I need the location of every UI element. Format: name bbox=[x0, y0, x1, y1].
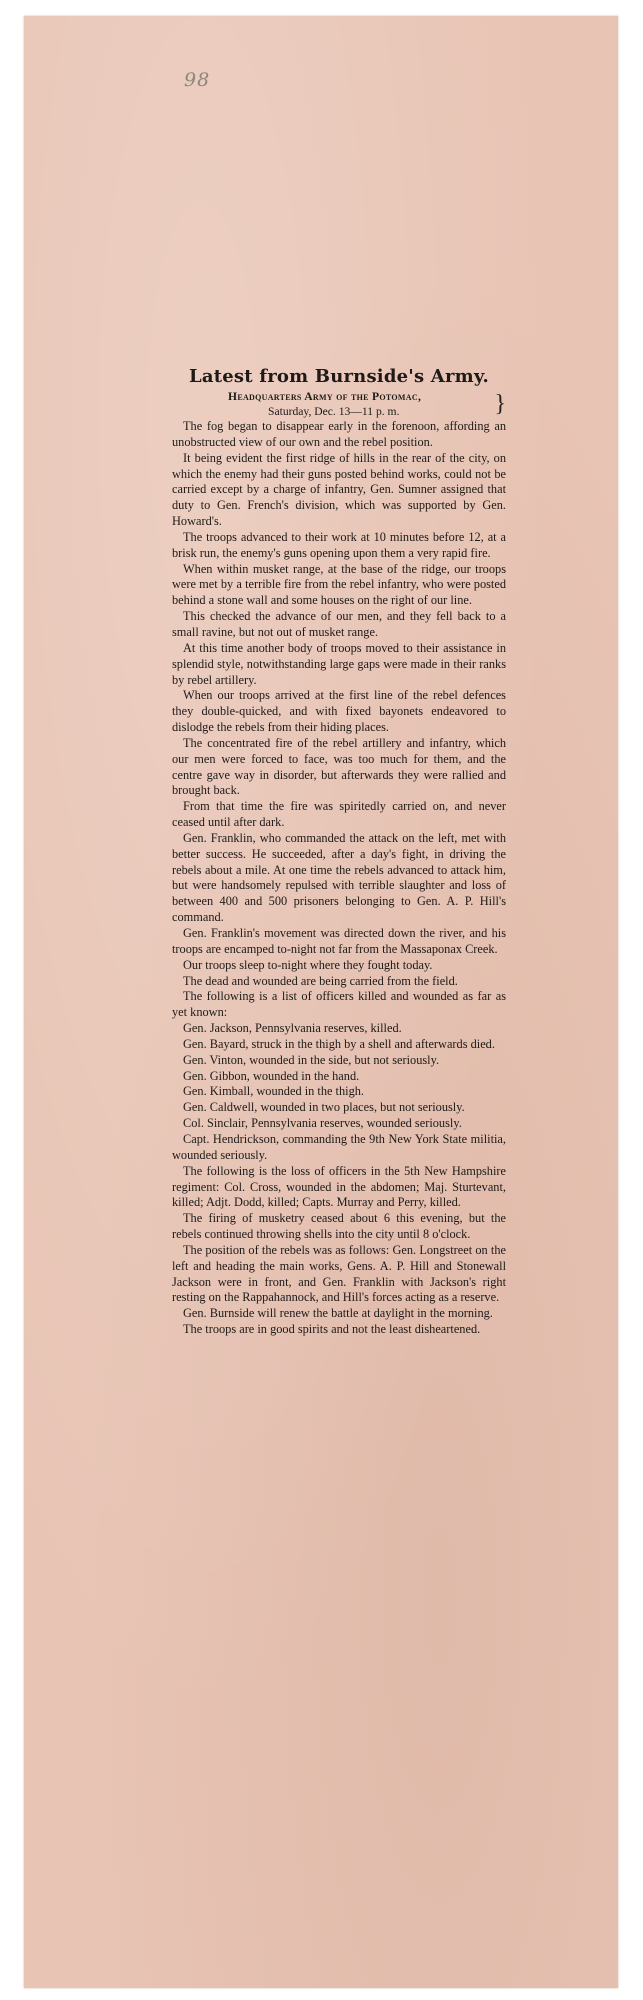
paragraph: The dead and wounded are being carried from the field. bbox=[183, 973, 458, 988]
paragraph: From that time the fire was spiritedly carried on, and never ceased until after dark. bbox=[172, 799, 506, 830]
paragraph: When our troops arrived at the first line of the rebel defences they double-quicked, and with fixed bayonets endeavored to dislodge the rebels from their hiding places. bbox=[172, 688, 506, 735]
casualty-entry: Gen. Kimball, wounded in the thigh. bbox=[183, 1084, 365, 1099]
paragraph: The fog began to disappear early in the forenoon, affording an unobstructed view of our own and the rebel position. bbox=[172, 419, 506, 449]
paragraph: When within musket range, at the base of the ridge, our troops were met by a terrible fire from the rebel infantry, who were posted behind a stone wall and some houses on the right of our line. bbox=[172, 561, 506, 608]
dateline bbox=[172, 389, 506, 419]
paragraph: The firing of musketry ceased about 6 this evening, but the rebels continued throwing shells into the city until 8 o'clock. bbox=[172, 1211, 506, 1242]
dateline-date: Saturday, Dec. 13—11 p. m. bbox=[268, 405, 400, 418]
paragraph: Gen. Franklin's movement was directed down the river, and his troops are encamped to-night not far from the Massaponax Creek. bbox=[172, 926, 506, 956]
paragraph: Gen. Franklin, who commanded the attack on the left, met with better success. He succeeded, after a day's fight, in driving the rebels about a mile. At one time the rebels advanced to attack him, but were handsomely repulsed with terrible slaughter and loss of between 400 and 500 prisoners belonging to Gen. A. P. Hill's command. bbox=[172, 830, 506, 925]
paragraph: This checked the advance of our men, and they fell back to a small ravine, but not out of musket range. bbox=[172, 609, 506, 639]
paragraph: It being evident the first ridge of hills in the rear of the city, on which the enemy had their guns posted behind works, could not be carried except by a charge of infantry, Gen. Sumner assigned that duty to Gen. French's division, which was supported by Gen. Howard's. bbox=[172, 450, 506, 529]
casualty-entry: Gen. Caldwell, wounded in two places, but not seriously. bbox=[183, 1100, 465, 1115]
casualty-entry: Gen. Bayard, struck in the thigh by a shell and afterwards died. bbox=[183, 1036, 495, 1051]
dateline-headquarters: Headquarters Army of the Potomac, bbox=[228, 390, 422, 403]
paragraph: The troops advanced to their work at 10 minutes before 12, at a brisk run, the enemy's guns opening upon them a very rapid fire. bbox=[172, 529, 506, 560]
brace-mark: } bbox=[494, 391, 506, 417]
paragraph: The concentrated fire of the rebel artillery and infantry, which our men were forced to face, was too much for them, and the centre gave way in disorder, but afterwards they were rallied and brought back. bbox=[172, 735, 506, 798]
casualty-entry: Gen. Jackson, Pennsylvania reserves, killed. bbox=[183, 1021, 402, 1036]
casualty-entry: Gen. Vinton, wounded in the side, but not seriously. bbox=[183, 1052, 440, 1067]
paragraph: The position of the rebels was as follows: Gen. Longstreet on the left and heading the main works, Gens. A. P. Hill and Stonewall Jackson were in front, and Gen. Franklin with Jackson's right resting on the Rappahannock, and Hill's forces acting as a reserve. bbox=[172, 1242, 506, 1305]
paragraph: At this time another body of troops moved to their assistance in splendid style, notwithstanding large gaps were made in their ranks by rebel artillery. bbox=[172, 640, 506, 687]
pencil-page-number: 98 bbox=[184, 69, 211, 91]
article bbox=[172, 366, 506, 1338]
paragraph: The troops are in good spirits and not the least disheartened. bbox=[183, 1322, 481, 1337]
paragraph: Our troops sleep to-night where they fought today. bbox=[183, 957, 433, 972]
paragraph: The following is the loss of officers in the 5th New Hampshire regiment: Col. Cross, wounded in the abdomen; Maj. Sturtevant, killed; Adjt. Dodd, killed; Capts. Murray and Perry, killed. bbox=[172, 1163, 506, 1210]
casualty-entry: Gen. Gibbon, wounded in the hand. bbox=[183, 1068, 360, 1083]
headline: Latest from Burnside's Army. bbox=[189, 366, 489, 387]
casualty-entry: Capt. Hendrickson, commanding the 9th New York State militia, wounded seriously. bbox=[172, 1131, 506, 1162]
casualty-entry: Col. Sinclair, Pennsylvania reserves, wounded seriously. bbox=[183, 1116, 462, 1131]
paragraph: The following is a list of officers killed and wounded as far as yet known: bbox=[172, 989, 506, 1020]
paragraph: Gen. Burnside will renew the battle at daylight in the morning. bbox=[183, 1306, 493, 1321]
